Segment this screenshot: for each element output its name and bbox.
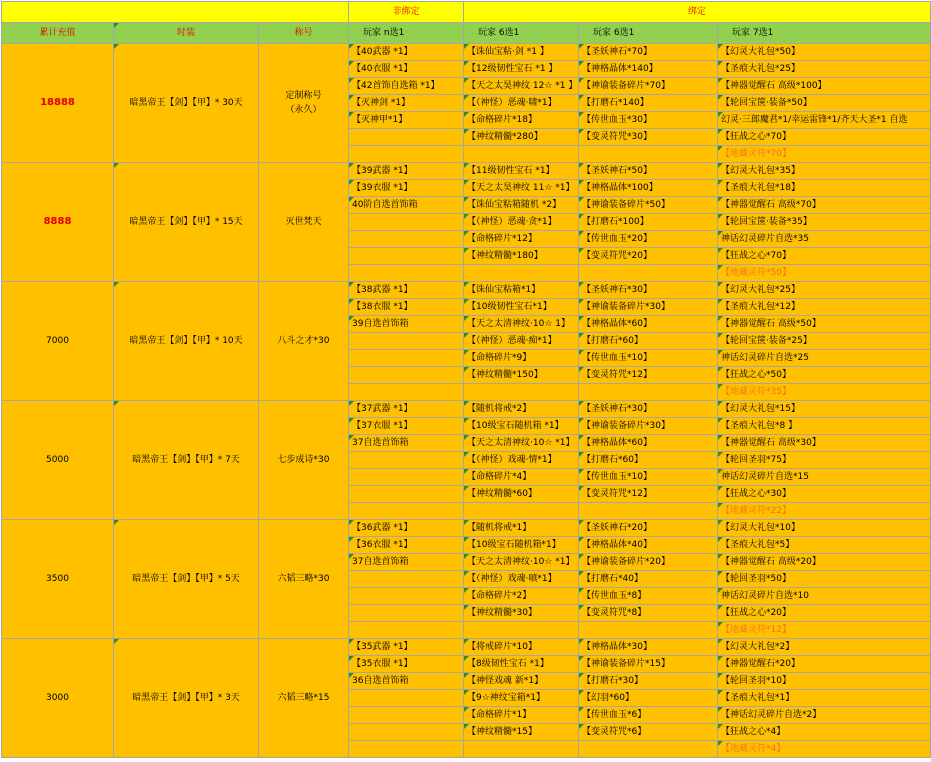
reward-cell-c: 【传世血玉*10】 (579, 350, 718, 367)
reward-cell-d: 【圣痕大礼包*18】 (718, 180, 931, 197)
reward-cell-d: 【幻灵大礼包*15】 (718, 401, 931, 418)
reward-cell-b: 【神纹精髓*150】 (464, 367, 579, 384)
tier-title-line1: 灭世梵天 (285, 217, 322, 227)
header-group-row (2, 2, 931, 23)
reward-cell-a (349, 605, 464, 622)
header-blank (2, 2, 349, 23)
header-choice-a: 玩家 n选1 (349, 23, 464, 44)
reward-cell-a: 【35衣服 *1】 (349, 656, 464, 673)
reward-cell-d: 【神话幻灵碎片自选*2】 (718, 707, 931, 724)
reward-cell-d: 【地藏灵符*70】 (718, 146, 931, 163)
reward-cell-a (349, 452, 464, 469)
reward-cell-a: 【40武器 *1】 (349, 44, 464, 61)
reward-cell-b: 【命格碎片*9】 (464, 350, 579, 367)
tier-title (259, 520, 349, 639)
reward-cell-d: 【狂战之心*20】 (718, 605, 931, 622)
reward-cell-a (349, 129, 464, 146)
reward-cell-c: 【打磨石*60】 (579, 452, 718, 469)
reward-cell-d: 【神器觉醒石*20】 (718, 656, 931, 673)
header-column-row (2, 23, 931, 44)
reward-cell-b: 【12级韧性宝石 *1 】 (464, 61, 579, 78)
reward-cell-b: 【10级宝石随机箱*1】 (464, 537, 579, 554)
reward-cell-d: 【圣痕大礼包*12】 (718, 299, 931, 316)
reward-cell-c: 【神谕装备碎片*15】 (579, 656, 718, 673)
header-group-bound: 绑定 (464, 2, 931, 23)
tier-amount: 3000 (2, 639, 114, 758)
reward-cell-c: 【变灵符咒*12】 (579, 367, 718, 384)
reward-cell-a: 【37武器 *1】 (349, 401, 464, 418)
reward-cell-c: 【神格晶体*140】 (579, 61, 718, 78)
reward-cell-c: 【神格晶体*100】 (579, 180, 718, 197)
reward-cell-b: 【（神怪）恶魂·啸*1】 (464, 95, 579, 112)
header-total-recharge: 累计充值 (2, 23, 114, 44)
reward-cell-d: 【地藏灵符*4】 (718, 741, 931, 758)
reward-cell-c (579, 265, 718, 282)
table-row (2, 163, 931, 180)
reward-cell-b: 【11级韧性宝石 *1】 (464, 163, 579, 180)
reward-cell-b: 【随机将戒*2】 (464, 401, 579, 418)
reward-cell-d: 【幻灵大礼包*25】 (718, 282, 931, 299)
reward-cell-b: 【天之太清神纹·10☆ *1】 (464, 435, 579, 452)
reward-cell-c (579, 146, 718, 163)
reward-cell-b: 【（神怪）戏魂·嗔*1】 (464, 571, 579, 588)
reward-cell-b: 【（神怪）恶魂·贪*1】 (464, 214, 579, 231)
reward-cell-c: 【变灵符咒*20】 (579, 248, 718, 265)
reward-cell-c: 【打磨石*100】 (579, 214, 718, 231)
tier-title-line1: 六韬三略*15 (277, 693, 330, 703)
reward-cell-a (349, 333, 464, 350)
reward-cell-b: 【神纹精髓*15】 (464, 724, 579, 741)
reward-cell-d: 【轮回宝箧·装备*50】 (718, 95, 931, 112)
reward-cell-c: 【神谕装备碎片*30】 (579, 299, 718, 316)
reward-cell-a: 【35武器 *1】 (349, 639, 464, 656)
reward-cell-b: 【诛仙宝粘箱随机 *2】 (464, 197, 579, 214)
tier-fashion: 暗黑帝王【剑】【甲】* 7天 (114, 401, 259, 520)
reward-cell-d: 【圣痕大礼包*25】 (718, 61, 931, 78)
reward-cell-a: 【39衣服 *1】 (349, 180, 464, 197)
reward-cell-b: 【9☆神纹宝箱*1】 (464, 690, 579, 707)
tier-title-line2: （永久） (285, 105, 322, 115)
reward-cell-d: 【圣痕大礼包*1】 (718, 690, 931, 707)
reward-cell-d: 【神器觉醒石 高级*20】 (718, 554, 931, 571)
reward-cell-a: 【灭神甲*1】 (349, 112, 464, 129)
reward-cell-d: 【地藏灵符*22】 (718, 503, 931, 520)
reward-cell-d: 【地藏灵符*50】 (718, 265, 931, 282)
tier-amount: 7000 (2, 282, 114, 401)
reward-cell-c: 【神谕装备碎片*20】 (579, 554, 718, 571)
reward-cell-b: 【命格碎片*18】 (464, 112, 579, 129)
reward-cell-a (349, 367, 464, 384)
tier-title-line1: 八斗之才*30 (277, 336, 330, 346)
reward-cell-b: 【（神怪）戏魂·情*1】 (464, 452, 579, 469)
reward-cell-d: 【神器觉醒石 高级*100】 (718, 78, 931, 95)
table-row (2, 44, 931, 61)
reward-cell-d: 幻灵·三郎魔君*1/幸运雷锋*1/齐天大圣*1 自选 (718, 112, 931, 129)
reward-cell-b: 【神纹精髓*60】 (464, 486, 579, 503)
tier-title-line1: 六韬三略*30 (277, 574, 330, 584)
reward-cell-b: 【天之太昊神纹 11☆ *1】 (464, 180, 579, 197)
header-choice-c: 玩家 6选1 (579, 23, 718, 44)
reward-cell-b: 【神怪戏魂 新*1】 (464, 673, 579, 690)
reward-cell-c: 【传世血玉*20】 (579, 231, 718, 248)
reward-cell-a (349, 231, 464, 248)
reward-cell-c: 【神谕装备碎片*70】 (579, 78, 718, 95)
reward-cell-c: 【打磨石*40】 (579, 571, 718, 588)
header-group-unbound: 非绑定 (349, 2, 464, 23)
tier-fashion: 暗黑帝王【剑】【甲】* 5天 (114, 520, 259, 639)
tier-fashion: 暗黑帝王【剑】【甲】* 3天 (114, 639, 259, 758)
reward-cell-b: 【神纹精髓*280】 (464, 129, 579, 146)
reward-cell-c: 【打磨石*60】 (579, 333, 718, 350)
reward-cell-a: 【39武器 *1】 (349, 163, 464, 180)
reward-cell-d: 【神器觉醒石 高级*70】 (718, 197, 931, 214)
reward-cell-a (349, 469, 464, 486)
reward-cell-c: 【打磨石*30】 (579, 673, 718, 690)
reward-cell-b: 【天之太昊神纹 12☆ *1 】 (464, 78, 579, 95)
reward-cell-c: 【圣妖神石*70】 (579, 44, 718, 61)
reward-cell-b: 【诛仙宝粘箱*1】 (464, 282, 579, 299)
reward-cell-a: 【38衣服 *1】 (349, 299, 464, 316)
reward-cell-a (349, 622, 464, 639)
reward-cell-b: 【将戒碎片*10】 (464, 639, 579, 656)
reward-cell-d: 【狂战之心*50】 (718, 367, 931, 384)
reward-cell-c: 【神格晶体*30】 (579, 639, 718, 656)
reward-cell-c: 【圣妖神石*30】 (579, 401, 718, 418)
tier-fashion: 暗黑帝王【剑】【甲】* 15天 (114, 163, 259, 282)
reward-cell-d: 【圣痕大礼包*5】 (718, 537, 931, 554)
reward-cell-a (349, 724, 464, 741)
reward-cell-b: 【10级韧性宝石*1】 (464, 299, 579, 316)
reward-cell-a: 40阶自选首饰箱 (349, 197, 464, 214)
reward-cell-a (349, 503, 464, 520)
tier-title (259, 401, 349, 520)
reward-sheet (0, 1, 931, 762)
reward-cell-b: 【诛仙宝粘·剑 *1 】 (464, 44, 579, 61)
reward-cell-b: 【8级韧性宝石 *1】 (464, 656, 579, 673)
recharge-reward-table (1, 1, 931, 758)
reward-cell-c: 【圣妖神石*50】 (579, 163, 718, 180)
reward-cell-d: 【轮回圣羽*50】 (718, 571, 931, 588)
reward-cell-c: 【变灵符咒*8】 (579, 605, 718, 622)
reward-cell-d: 神话幻灵碎片自选*10 (718, 588, 931, 605)
reward-cell-b: 【随机将戒*1】 (464, 520, 579, 537)
table-row (2, 520, 931, 537)
reward-cell-b: 【天之太清神纹·10☆ *1】 (464, 554, 579, 571)
header-title: 称号 (259, 23, 349, 44)
reward-cell-c: 【神格晶体*60】 (579, 316, 718, 333)
reward-cell-c: 【变灵符咒*30】 (579, 129, 718, 146)
header-choice-b: 玩家 6选1 (464, 23, 579, 44)
reward-cell-d: 【轮回圣羽*10】 (718, 673, 931, 690)
reward-cell-c (579, 384, 718, 401)
reward-cell-d: 【幻灵大礼包*35】 (718, 163, 931, 180)
reward-cell-a: 36自选首饰箱 (349, 673, 464, 690)
reward-cell-d: 【狂战之心*70】 (718, 248, 931, 265)
tier-fashion: 暗黑帝王【剑】【甲】* 30天 (114, 44, 259, 163)
reward-cell-b: 【神纹精髓*30】 (464, 605, 579, 622)
reward-cell-c: 【变灵符咒*6】 (579, 724, 718, 741)
reward-cell-d: 神话幻灵碎片自选*35 (718, 231, 931, 248)
reward-cell-d: 神话幻灵碎片自选*15 (718, 469, 931, 486)
reward-cell-d: 【狂战之心*4】 (718, 724, 931, 741)
tier-title (259, 44, 349, 163)
reward-cell-d: 【神器觉醒石 高级*50】 (718, 316, 931, 333)
reward-cell-b (464, 503, 579, 520)
reward-cell-a (349, 248, 464, 265)
reward-cell-a: 39自选首饰箱 (349, 316, 464, 333)
tier-title (259, 282, 349, 401)
reward-cell-d: 【神器觉醒石 高级*30】 (718, 435, 931, 452)
reward-cell-a (349, 588, 464, 605)
header-choice-d: 玩家 7选1 (718, 23, 931, 44)
reward-cell-a (349, 486, 464, 503)
reward-cell-a (349, 707, 464, 724)
tier-title (259, 163, 349, 282)
reward-cell-d: 【轮回圣羽*75】 (718, 452, 931, 469)
reward-cell-c: 【传世血玉*6】 (579, 707, 718, 724)
tier-fashion: 暗黑帝王【剑】【甲】* 10天 (114, 282, 259, 401)
reward-cell-a: 37自选首饰箱 (349, 435, 464, 452)
reward-cell-d: 神话幻灵碎片自选*25 (718, 350, 931, 367)
reward-cell-c: 【圣妖神石*20】 (579, 520, 718, 537)
reward-cell-b: 【命格碎片*2】 (464, 588, 579, 605)
reward-cell-a: 【40衣服 *1】 (349, 61, 464, 78)
reward-cell-a: 【38武器 *1】 (349, 282, 464, 299)
reward-cell-b: 【天之太清神纹·10☆ 1】 (464, 316, 579, 333)
table-row (2, 639, 931, 656)
reward-cell-b (464, 384, 579, 401)
reward-cell-b: 【（神怪）恶魂·痴*1】 (464, 333, 579, 350)
tier-amount: 5000 (2, 401, 114, 520)
reward-cell-c: 【传世血玉*30】 (579, 112, 718, 129)
reward-cell-c: 【传世血玉*10】 (579, 469, 718, 486)
reward-cell-b: 【10级宝石随机箱 *1】 (464, 418, 579, 435)
reward-cell-d: 【狂战之心*70】 (718, 129, 931, 146)
reward-cell-b: 【命格碎片*12】 (464, 231, 579, 248)
reward-cell-c: 【打磨石*140】 (579, 95, 718, 112)
reward-cell-c (579, 622, 718, 639)
reward-cell-a (349, 741, 464, 758)
reward-cell-a: 【37衣服 *1】 (349, 418, 464, 435)
reward-cell-b: 【命格碎片*4】 (464, 469, 579, 486)
reward-cell-a (349, 384, 464, 401)
reward-cell-c (579, 503, 718, 520)
reward-cell-c (579, 741, 718, 758)
reward-cell-a (349, 214, 464, 231)
table-row (2, 401, 931, 418)
reward-cell-b (464, 265, 579, 282)
reward-cell-c: 【神格晶体*60】 (579, 435, 718, 452)
tier-amount: 8888 (2, 163, 114, 282)
reward-cell-b: 【神纹精髓*180】 (464, 248, 579, 265)
tier-title (259, 639, 349, 758)
tier-amount: 3500 (2, 520, 114, 639)
reward-cell-b (464, 622, 579, 639)
reward-cell-d: 【地藏灵符*12】 (718, 622, 931, 639)
tier-title-line1: 定制称号 (285, 91, 322, 101)
reward-cell-a (349, 146, 464, 163)
reward-cell-a: 【36衣服 *1】 (349, 537, 464, 554)
tier-amount: 18888 (2, 44, 114, 163)
reward-cell-c: 【幻羽*60】 (579, 690, 718, 707)
reward-cell-a (349, 571, 464, 588)
reward-cell-d: 【轮回宝箧·装备*35】 (718, 214, 931, 231)
reward-cell-d: 【狂战之心*30】 (718, 486, 931, 503)
reward-cell-a (349, 690, 464, 707)
reward-cell-c: 【变灵符咒*12】 (579, 486, 718, 503)
reward-cell-d: 【幻灵大礼包*10】 (718, 520, 931, 537)
reward-cell-c: 【神格晶体*40】 (579, 537, 718, 554)
header-fashion: 时装 (114, 23, 259, 44)
reward-cell-b: 【命格碎片*1】 (464, 707, 579, 724)
reward-cell-a: 【42首饰自选箱 *1】 (349, 78, 464, 95)
reward-cell-b (464, 146, 579, 163)
reward-cell-a: 37自选首饰箱 (349, 554, 464, 571)
reward-cell-c: 【神谕装备碎片*50】 (579, 197, 718, 214)
reward-cell-d: 【轮回宝箧·装备*25】 (718, 333, 931, 350)
reward-cell-a (349, 350, 464, 367)
reward-cell-d: 【圣痕大礼包*8 】 (718, 418, 931, 435)
reward-cell-d: 【幻灵大礼包*2】 (718, 639, 931, 656)
reward-cell-c: 【圣妖神石*30】 (579, 282, 718, 299)
reward-cell-d: 【幻灵大礼包*50】 (718, 44, 931, 61)
reward-cell-a: 【36武器 *1】 (349, 520, 464, 537)
reward-cell-d: 【地藏灵符*35】 (718, 384, 931, 401)
reward-cell-a: 【灭神剑 *1】 (349, 95, 464, 112)
tier-title-line1: 七步成诗*30 (277, 455, 330, 465)
reward-cell-b (464, 741, 579, 758)
reward-cell-c: 【传世血玉*8】 (579, 588, 718, 605)
table-row (2, 282, 931, 299)
reward-cell-a (349, 265, 464, 282)
reward-cell-c: 【神谕装备碎片*30】 (579, 418, 718, 435)
